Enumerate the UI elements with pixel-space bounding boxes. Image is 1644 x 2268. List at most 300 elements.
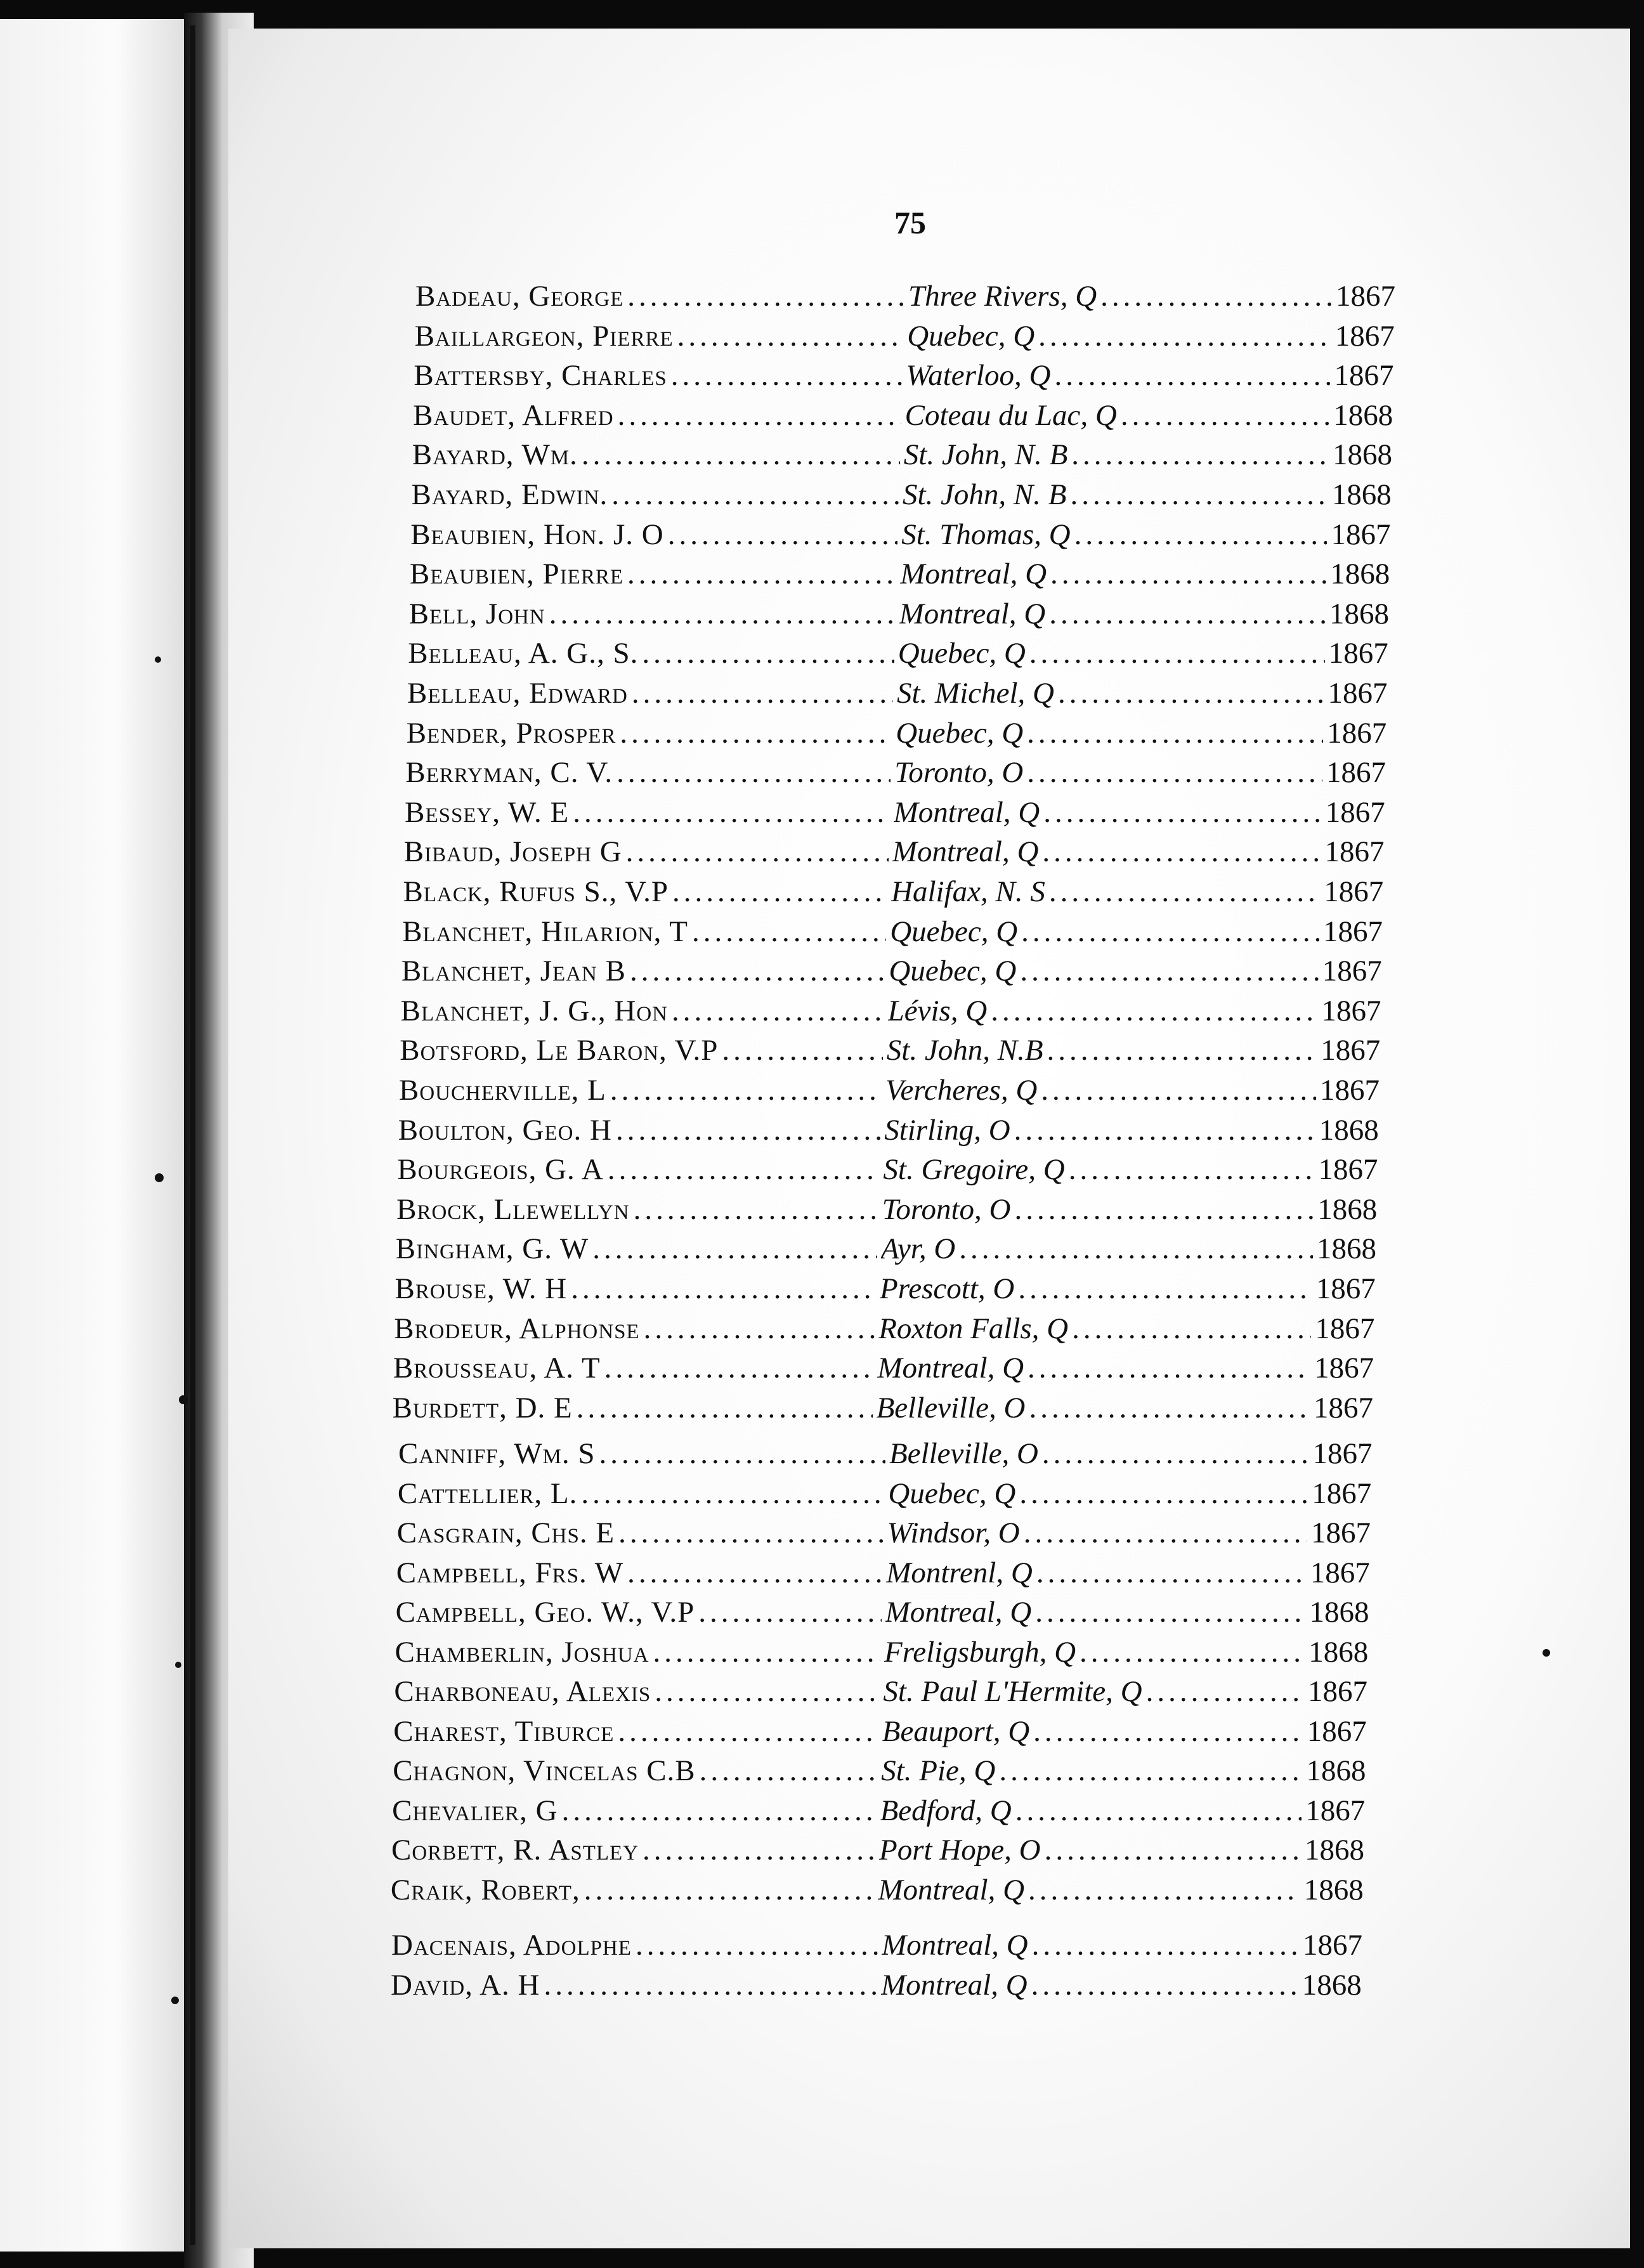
member-place: Quebec, Q xyxy=(889,955,1017,988)
leader-dots xyxy=(618,1516,884,1550)
leader-dots xyxy=(642,636,894,670)
member-name: Cattellier, L. xyxy=(397,1476,578,1510)
page-number: 75 xyxy=(894,205,926,240)
leader-dots xyxy=(627,557,896,591)
entry-place-column xyxy=(888,1476,1371,1511)
entry-name-column xyxy=(391,1833,879,1867)
leader-dots xyxy=(1050,557,1326,591)
member-year: 1867 xyxy=(1319,1074,1380,1107)
member-name: Dacenais, Adolphe xyxy=(391,1929,632,1962)
member-year: 1867 xyxy=(1310,1556,1370,1589)
entry-name-column xyxy=(393,1391,877,1425)
member-name: Chagnon, Vincelas C.B xyxy=(393,1754,696,1787)
member-name: Beaubien, Pierre xyxy=(409,557,624,591)
entry-name-column xyxy=(395,1635,885,1669)
entry-place-column xyxy=(881,1968,1362,2002)
member-name: Chevalier, G xyxy=(392,1794,558,1827)
entry-name-column xyxy=(400,1033,887,1067)
member-place: Montreal, Q xyxy=(899,597,1046,630)
entry-place-column xyxy=(897,676,1387,710)
member-year: 1868 xyxy=(1330,557,1390,591)
entry-name-column xyxy=(393,1351,878,1385)
entry-place-column xyxy=(880,1794,1366,1828)
list-item xyxy=(404,835,1385,873)
list-item xyxy=(396,1192,1377,1230)
member-name: Boulton, Geo. H xyxy=(398,1113,612,1147)
member-year: 1867 xyxy=(1334,359,1394,393)
list-item xyxy=(393,1391,1373,1429)
entry-place-column xyxy=(882,1714,1367,1749)
entry-place-column xyxy=(899,597,1389,631)
member-year: 1867 xyxy=(1326,756,1386,790)
member-place: Quebec, Q xyxy=(907,319,1035,353)
entry-place-column xyxy=(888,994,1381,1028)
list-item xyxy=(415,279,1395,317)
member-year: 1867 xyxy=(1305,1794,1366,1827)
entry-name-column xyxy=(409,597,899,631)
member-year: 1867 xyxy=(1331,518,1391,551)
member-name: Blanchet, J. G., Hon xyxy=(400,994,669,1027)
leader-dots xyxy=(592,1232,877,1266)
entry-place-column xyxy=(906,358,1393,393)
entry-place-column xyxy=(887,1033,1380,1067)
member-year: 1868 xyxy=(1309,1596,1369,1629)
member-place: Montreal, Q xyxy=(893,795,1040,829)
leader-dots xyxy=(1121,398,1329,433)
member-name: Black, Rufus S., V.P xyxy=(403,875,669,908)
member-year: 1867 xyxy=(1328,677,1388,710)
member-year: 1867 xyxy=(1324,875,1384,908)
leader-dots xyxy=(620,716,892,750)
member-name: Brousseau, A. T xyxy=(393,1352,601,1385)
list-item xyxy=(396,1232,1376,1270)
list-item xyxy=(400,1033,1380,1071)
entry-name-column xyxy=(396,1595,885,1629)
list-item xyxy=(407,716,1387,754)
list-item xyxy=(396,1556,1370,1594)
member-year: 1867 xyxy=(1321,1034,1381,1067)
member-year: 1868 xyxy=(1319,1113,1379,1147)
entry-place-column xyxy=(907,319,1395,353)
member-place: Montreal, Q xyxy=(882,1929,1028,1962)
member-place: Montreal, Q xyxy=(877,1352,1024,1385)
entry-name-column xyxy=(391,1873,878,1907)
member-place: Quebec, Q xyxy=(896,716,1024,750)
entry-place-column xyxy=(878,1873,1363,1907)
list-item xyxy=(391,1833,1364,1871)
member-place: Quebec, Q xyxy=(890,915,1018,948)
member-year: 1867 xyxy=(1334,319,1395,353)
list-item xyxy=(397,1516,1371,1554)
member-name: Brock, Llewellyn xyxy=(396,1192,630,1226)
member-name: David, A. H xyxy=(391,1968,540,2002)
list-item xyxy=(393,1714,1366,1752)
list-item xyxy=(391,1873,1364,1911)
entry-name-column xyxy=(398,1113,885,1147)
leader-dots xyxy=(668,518,898,552)
entry-place-column xyxy=(885,1595,1369,1629)
member-name: Corbett, R. Astley xyxy=(391,1834,639,1867)
entry-name-column xyxy=(412,478,903,512)
member-year: 1867 xyxy=(1318,1153,1378,1187)
member-name: Bell, John xyxy=(408,597,545,630)
list-item xyxy=(414,358,1393,396)
list-item xyxy=(402,915,1383,953)
entry-place-column xyxy=(904,438,1392,472)
leader-dots xyxy=(671,358,903,393)
member-place: Roxton Falls, Q xyxy=(878,1312,1069,1345)
member-place: St. John, N.B xyxy=(886,1034,1043,1067)
member-name: Boucherville, L xyxy=(399,1074,606,1107)
leader-dots xyxy=(1041,1073,1316,1107)
leader-dots xyxy=(549,597,896,631)
leader-dots xyxy=(1029,636,1325,670)
member-name: Berryman, C. V. xyxy=(405,756,613,790)
member-name: Battersby, Charles xyxy=(414,359,667,393)
leader-dots xyxy=(1036,1556,1307,1590)
member-year: 1867 xyxy=(1312,1437,1373,1470)
entry-place-column xyxy=(903,478,1392,512)
member-name: Beaubien, Hon. J. O xyxy=(410,518,664,551)
entry-place-column xyxy=(883,1674,1367,1709)
list-item xyxy=(394,1674,1367,1712)
leader-dots xyxy=(692,915,886,949)
leader-dots xyxy=(655,1674,879,1709)
leader-dots xyxy=(644,1312,875,1346)
leader-dots xyxy=(1049,875,1320,909)
leader-dots xyxy=(1074,518,1328,552)
member-year: 1867 xyxy=(1307,1714,1367,1748)
leader-dots xyxy=(1071,438,1329,472)
leader-dots xyxy=(632,676,893,710)
member-year: 1867 xyxy=(1327,716,1387,750)
entry-place-column xyxy=(896,716,1386,750)
entry-place-column xyxy=(883,1152,1378,1187)
member-place: Montreal, Q xyxy=(900,557,1047,591)
member-name: Baudet, Alfred xyxy=(413,398,614,432)
entry-place-column xyxy=(905,398,1393,433)
member-year: 1868 xyxy=(1329,597,1389,630)
entry-name-column xyxy=(396,1232,881,1266)
member-name: Bayard, Wm. xyxy=(412,438,578,472)
list-item xyxy=(398,1476,1371,1515)
entry-place-column xyxy=(884,1635,1368,1669)
list-item xyxy=(410,557,1390,595)
leader-dots xyxy=(1014,1113,1315,1147)
entry-name-column xyxy=(392,1794,880,1828)
entry-name-column xyxy=(398,1437,889,1471)
entry-place-column xyxy=(889,1437,1373,1471)
entry-name-column xyxy=(399,1073,885,1107)
leader-dots xyxy=(1028,1351,1310,1385)
leader-dots xyxy=(672,875,887,909)
entry-name-column xyxy=(415,319,908,353)
member-name: Charboneau, Alexis xyxy=(394,1675,651,1708)
list-item xyxy=(395,1635,1369,1673)
entry-name-column xyxy=(401,994,888,1028)
member-year: 1867 xyxy=(1315,1312,1375,1345)
leader-dots xyxy=(610,1073,882,1107)
member-place: Stirling, O xyxy=(884,1113,1010,1147)
member-name: Campbell, Frs. W xyxy=(396,1556,624,1589)
member-name: Brodeur, Alphonse xyxy=(394,1312,640,1345)
leader-dots xyxy=(630,954,885,988)
entry-name-column xyxy=(394,1312,878,1346)
leader-dots xyxy=(1032,1928,1299,1962)
member-name: Canniff, Wm. S xyxy=(398,1437,596,1470)
leader-dots xyxy=(1043,795,1321,830)
member-name: Bayard, Edwin. xyxy=(411,478,608,511)
entry-name-column xyxy=(412,438,904,472)
list-item xyxy=(415,319,1395,357)
entry-place-column xyxy=(877,1391,1373,1425)
member-year: 1867 xyxy=(1312,1476,1372,1510)
list-item xyxy=(392,1794,1365,1832)
leader-dots xyxy=(584,1873,875,1907)
member-place: Prescott, O xyxy=(880,1272,1015,1305)
member-place: Montreal, Q xyxy=(892,835,1039,869)
entry-place-column xyxy=(882,1928,1362,1962)
member-place: Vercheres, Q xyxy=(885,1074,1038,1107)
leader-dots xyxy=(1049,597,1326,631)
entry-name-column xyxy=(396,1556,887,1590)
member-year: 1867 xyxy=(1310,1516,1371,1549)
entry-name-column xyxy=(391,1928,882,1962)
member-name: Bender, Prosper xyxy=(406,716,616,750)
entry-place-column xyxy=(894,755,1386,790)
entry-place-column xyxy=(882,1192,1378,1227)
leader-dots xyxy=(1033,1714,1303,1749)
member-year: 1867 xyxy=(1313,1391,1373,1424)
entry-name-column xyxy=(396,1192,882,1227)
member-year: 1867 xyxy=(1336,280,1395,313)
leader-dots xyxy=(634,1192,878,1227)
member-place: Beauport, Q xyxy=(882,1714,1030,1748)
entry-place-column xyxy=(881,1754,1366,1788)
entry-name-column xyxy=(405,795,894,830)
leader-dots xyxy=(1027,716,1323,750)
entry-place-column xyxy=(889,954,1381,988)
member-year: 1868 xyxy=(1303,1873,1364,1906)
entry-name-column xyxy=(393,1754,881,1788)
list-item xyxy=(399,1073,1380,1111)
member-place: Ayr, O xyxy=(880,1232,956,1266)
entry-place-column xyxy=(885,1073,1380,1107)
entry-name-column xyxy=(407,676,897,710)
leader-dots xyxy=(577,1391,873,1425)
leader-dots xyxy=(653,1635,880,1669)
leader-dots xyxy=(582,438,900,472)
entry-place-column xyxy=(898,636,1388,670)
leader-dots xyxy=(573,795,889,830)
list-item xyxy=(403,875,1384,913)
member-place: St. Gregoire, Q xyxy=(883,1153,1065,1187)
list-item xyxy=(401,954,1382,992)
member-place: Freligsburgh, Q xyxy=(884,1635,1076,1669)
member-name: Botsford, Le Baron, V.P xyxy=(400,1034,719,1067)
member-place: St. John, N. B xyxy=(903,478,1067,511)
leader-dots xyxy=(700,1754,878,1788)
member-year: 1868 xyxy=(1333,398,1393,432)
member-name: Charest, Tiburce xyxy=(393,1714,615,1748)
entry-place-column xyxy=(901,518,1390,552)
entry-place-column xyxy=(892,835,1385,869)
member-name: Blanchet, Hilarion, T xyxy=(402,915,688,948)
member-place: Lévis, Q xyxy=(887,994,988,1027)
member-year: 1867 xyxy=(1314,1352,1374,1385)
leader-dots xyxy=(1021,915,1319,949)
member-year: 1867 xyxy=(1328,637,1388,670)
leader-dots xyxy=(616,1113,880,1147)
list-item xyxy=(393,1351,1374,1389)
leader-dots xyxy=(999,1754,1302,1788)
list-item xyxy=(408,636,1388,674)
member-year: 1868 xyxy=(1317,1192,1378,1226)
entry-name-column xyxy=(397,1152,883,1187)
member-place: Three Rivers, Q xyxy=(908,280,1097,313)
leader-dots xyxy=(1058,676,1324,710)
list-item xyxy=(412,478,1392,516)
member-year: 1867 xyxy=(1307,1675,1367,1708)
member-year: 1867 xyxy=(1322,915,1383,948)
leader-dots xyxy=(599,1437,885,1471)
member-place: Coteau du Lac, Q xyxy=(904,398,1117,432)
member-place: St. Paul L'Hermite, Q xyxy=(883,1675,1142,1708)
leader-dots xyxy=(1042,835,1321,869)
list-item xyxy=(391,1968,1362,2006)
leader-dots xyxy=(1029,1391,1309,1425)
list-item xyxy=(394,1312,1374,1350)
member-place: Belleville, O xyxy=(876,1391,1026,1424)
leader-dots xyxy=(1042,1437,1309,1471)
member-place: Port Hope, O xyxy=(879,1834,1041,1867)
member-name: Baillargeon, Pierre xyxy=(414,319,674,353)
member-year: 1868 xyxy=(1302,1968,1362,2002)
leader-dots xyxy=(626,835,889,869)
entry-name-column xyxy=(402,915,890,949)
member-place: Montreal, Q xyxy=(885,1596,1032,1629)
member-name: Bingham, G. W xyxy=(395,1232,589,1266)
member-name: Brouse, W. H xyxy=(395,1272,568,1305)
leader-dots xyxy=(1027,755,1322,790)
leader-dots xyxy=(1080,1635,1305,1669)
leader-dots xyxy=(1100,279,1332,313)
member-place: Quebec, Q xyxy=(888,1476,1016,1510)
list-item xyxy=(405,795,1385,833)
leader-dots xyxy=(571,1272,876,1306)
member-year: 1868 xyxy=(1306,1754,1366,1787)
leader-dots xyxy=(627,279,904,313)
leader-dots xyxy=(608,1152,880,1187)
member-place: Bedford, Q xyxy=(880,1794,1012,1827)
entry-name-column xyxy=(415,279,908,313)
entry-name-column xyxy=(410,518,901,552)
member-name: Badeau, George xyxy=(415,280,624,313)
entry-place-column xyxy=(900,557,1390,591)
entry-place-column xyxy=(880,1272,1376,1306)
leader-dots xyxy=(1015,1794,1302,1828)
list-item xyxy=(398,1113,1379,1151)
member-name: Casgrain, Chs. E xyxy=(396,1516,615,1549)
leader-dots xyxy=(1047,1033,1317,1067)
entry-place-column xyxy=(879,1833,1364,1867)
leader-dots xyxy=(1035,1595,1305,1629)
leader-dots xyxy=(1019,1476,1308,1511)
entry-name-column xyxy=(391,1968,881,2002)
member-place: St. Michel, Q xyxy=(897,677,1054,710)
member-place: Windsor, O xyxy=(887,1516,1020,1549)
leader-dots xyxy=(1014,1192,1314,1227)
leader-dots xyxy=(544,1968,877,2002)
member-place: St. John, N. B xyxy=(903,438,1068,472)
member-place: St. Thomas, Q xyxy=(901,518,1071,551)
leader-dots xyxy=(1072,1312,1311,1346)
leader-dots xyxy=(698,1595,881,1629)
list-item xyxy=(409,597,1389,635)
entry-name-column xyxy=(394,1674,883,1709)
list-item xyxy=(391,1928,1362,1966)
member-name: Burdett, D. E xyxy=(392,1391,573,1424)
entry-name-column xyxy=(405,755,894,790)
entry-place-column xyxy=(887,1516,1371,1550)
leader-dots xyxy=(1031,1968,1298,2002)
entry-name-column xyxy=(404,835,892,869)
member-name: Bourgeois, G. A xyxy=(397,1153,604,1187)
member-place: Montreal, Q xyxy=(881,1968,1028,2002)
member-place: Toronto, O xyxy=(882,1192,1011,1226)
list-item xyxy=(410,518,1390,556)
leader-dots xyxy=(1146,1674,1304,1709)
member-name: Chamberlin, Joshua xyxy=(395,1635,649,1669)
leader-dots xyxy=(618,398,901,433)
leader-dots xyxy=(581,1476,884,1511)
list-item xyxy=(401,994,1381,1032)
member-place: Montrenl, Q xyxy=(886,1556,1033,1589)
leader-dots xyxy=(616,755,891,790)
member-place: Montreal, Q xyxy=(878,1873,1025,1906)
member-place: St. Pie, Q xyxy=(881,1754,996,1787)
leader-dots xyxy=(1038,319,1331,353)
entry-name-column xyxy=(413,398,905,433)
entry-place-column xyxy=(890,915,1383,949)
leader-dots xyxy=(1024,1516,1307,1550)
entry-name-column xyxy=(397,1516,887,1550)
leader-dots xyxy=(604,1351,874,1385)
entry-name-column xyxy=(414,358,906,393)
entry-name-column xyxy=(410,557,901,591)
entry-place-column xyxy=(891,875,1383,909)
member-place: Toronto, O xyxy=(894,756,1024,790)
list-item xyxy=(412,438,1392,476)
leader-dots xyxy=(627,1556,882,1590)
leader-dots xyxy=(677,319,904,353)
member-name: Bibaud, Joseph G xyxy=(403,835,622,869)
leader-dots xyxy=(959,1232,1313,1266)
leader-dots xyxy=(643,1833,875,1867)
entry-name-column xyxy=(403,875,892,909)
member-year: 1868 xyxy=(1316,1232,1376,1266)
entry-place-column xyxy=(878,1312,1374,1346)
list-item xyxy=(397,1152,1378,1190)
leader-dots xyxy=(1070,478,1328,512)
entry-name-column xyxy=(407,716,896,750)
entry-name-column xyxy=(393,1714,882,1749)
list-item xyxy=(396,1595,1369,1633)
member-place: Waterloo, Q xyxy=(906,359,1051,393)
entry-name-column xyxy=(398,1476,889,1511)
list-item xyxy=(393,1754,1366,1792)
list-item xyxy=(407,676,1387,714)
